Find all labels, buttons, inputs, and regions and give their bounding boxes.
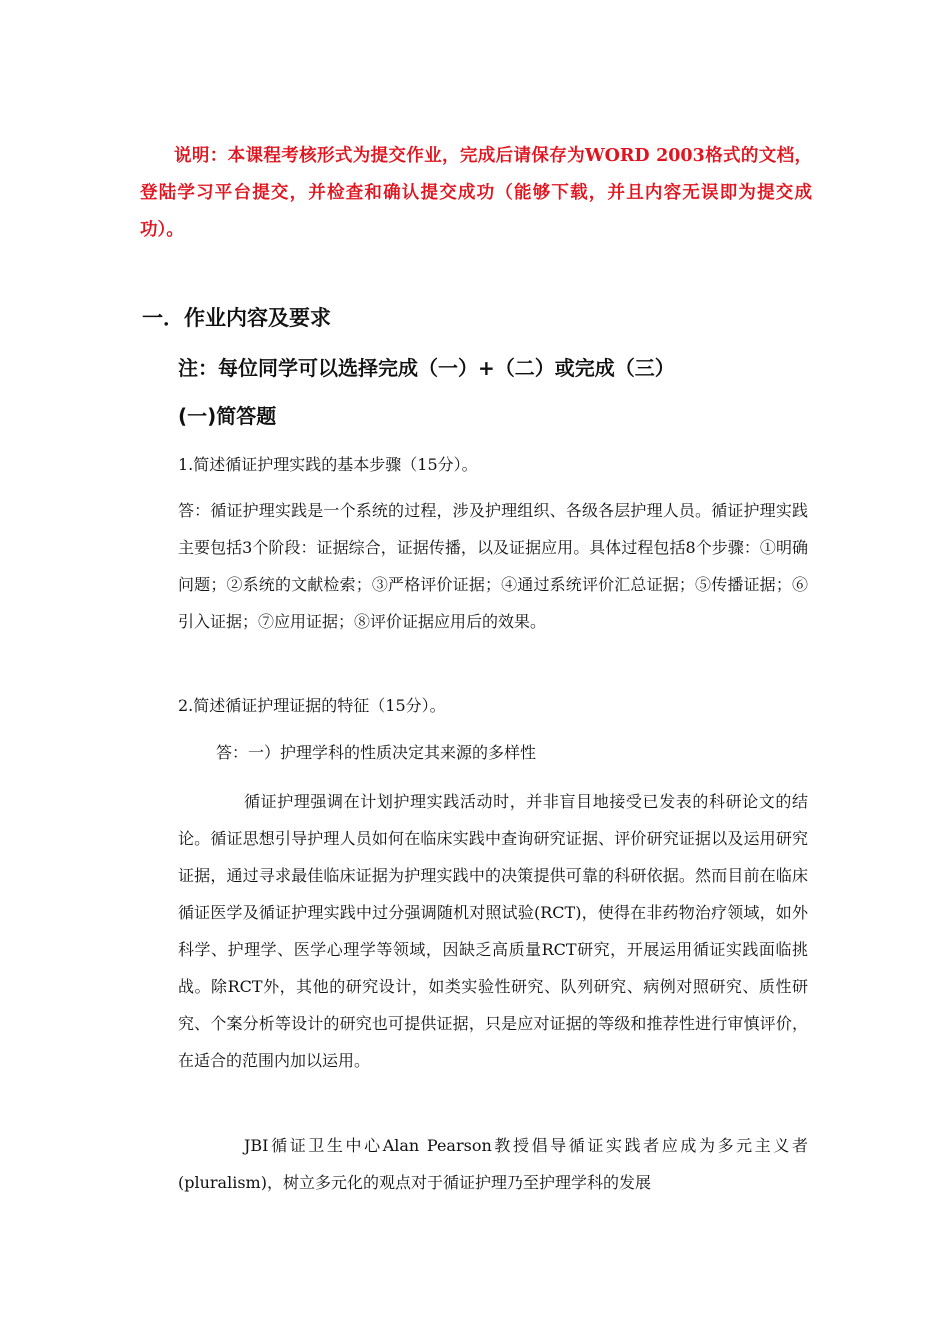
section-title: 一．作业内容及要求 [142, 306, 331, 330]
question-1: 1.简述循证护理实践的基本步骤（15分）。 [178, 455, 478, 474]
question-2: 2.简述循证护理证据的特征（15分）。 [178, 696, 446, 715]
submission-notice: 说明：本课程考核形式为提交作业，完成后请保存为WORD 2003格式的文档，登陆学习平台提交，并检查和确认提交成功（能够下载，并且内容无误即为提交成功）。 [140, 146, 812, 240]
selection-note: 注：每位同学可以选择完成（一）+（二）或完成（三） [178, 356, 675, 380]
subsection-title: (一)简答题 [178, 404, 277, 428]
answer-2-paragraph-2: JBI循证卫生中心Alan Pearson教授倡导循证实践者应成为多元主义者(pluralism)，树立多元化的观点对于循证护理乃至护理学科的发展 [178, 1136, 808, 1192]
answer-1: 答：循证护理实践是一个系统的过程，涉及护理组织、各级各层护理人员。循证护理实践主要包括3个阶段：证据综合，证据传播，以及证据应用。具体过程包括8个步骤：①明确问题；②系统的文献检索；③严格评价证据；④通过系统评价汇总证据；⑤传播证据；⑥引入证据；⑦应用证据；⑧评价证据应用后的效果。 [178, 501, 808, 631]
answer-2-paragraph-1: 循证护理强调在计划护理实践活动时，并非盲目地接受已发表的科研论文的结论。循证思想引导护理人员如何在临床实践中查询研究证据、评价研究证据以及运用研究证据，通过寻求最佳临床证据为护理实践中的决策提供可靠的科研依据。然而目前在临床循证医学及循证护理实践中过分强调随机对照试验(RCT)，使得在非药物治疗领域，如外科学、护理学、医学心理学等领域，因缺乏高质量RCT研究，开展运用循证实践面临挑战。除RCT外，其他的研究设计，如类实验性研究、队列研究、病例对照研究、质性研究、个案分析等设计的研究也可提供证据，只是应对证据的等级和推荐性进行审慎评价，在适合的范围内加以运用。 [178, 792, 808, 1070]
answer-2-heading: 答：一）护理学科的性质决定其来源的多样性 [216, 743, 537, 762]
